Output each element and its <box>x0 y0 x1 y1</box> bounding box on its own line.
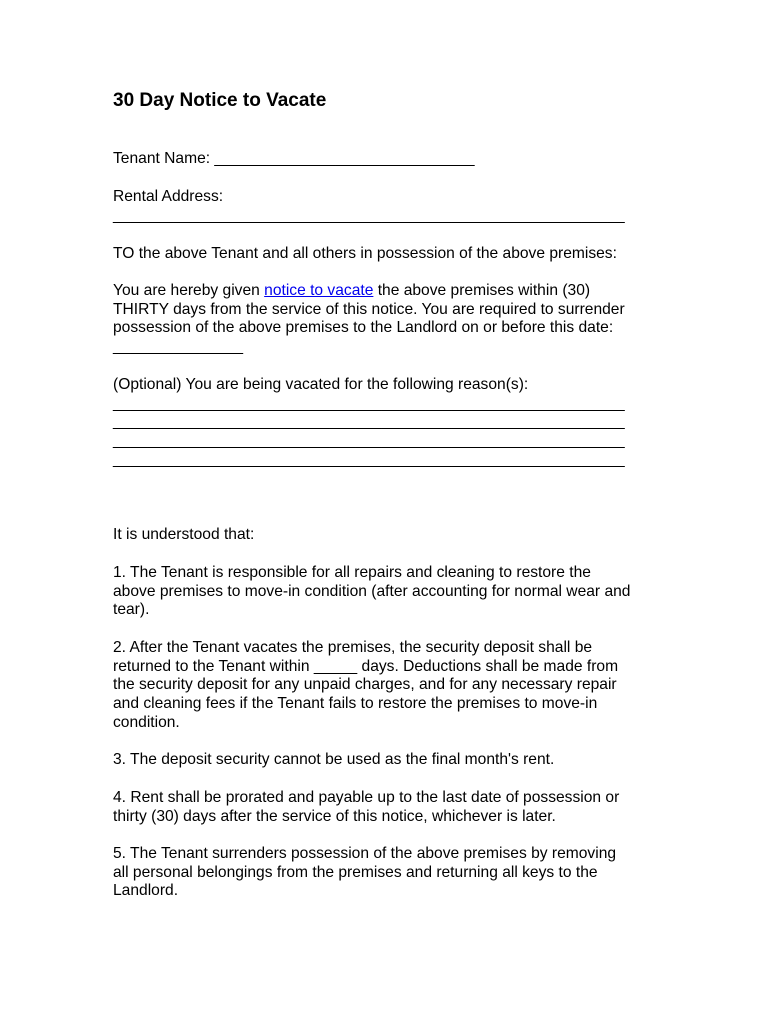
reason-blank-line: ___________________________________________________________ <box>113 432 625 450</box>
document-title: 30 Day Notice to Vacate <box>113 90 327 111</box>
to-line: TO the above Tenant and all others in possession of the above premises: <box>113 245 617 262</box>
notice-text-before-link: You are hereby given <box>113 282 265 299</box>
term-2-line: and cleaning fees if the Tenant fails to restore the premises to move-in <box>113 695 598 713</box>
notice-line-1 <box>113 282 673 301</box>
reason-blank-line: ___________________________________________________________ <box>113 394 625 412</box>
tenant-name-line <box>113 150 673 169</box>
term-5 <box>113 845 673 901</box>
term-2 <box>113 639 673 732</box>
optional-reasons-section <box>113 376 673 469</box>
to-line-paragraph <box>113 245 673 264</box>
term-4-line: 4. Rent shall be prorated and payable up to the last date of possession or <box>113 789 620 806</box>
term-5-line: Landlord. <box>113 882 179 900</box>
notice-date-blank: _______________ <box>113 338 244 356</box>
term-5-line: 5. The Tenant surrenders possession of the above premises by removing <box>113 845 617 862</box>
term-2-line: 2. After the Tenant vacates the premises, the security deposit shall be <box>113 639 593 656</box>
term-2-line: condition. <box>113 713 180 731</box>
rental-address-section <box>113 188 673 225</box>
reason-blank-line: ___________________________________________________________ <box>113 413 625 431</box>
term-4-line: thirty (30) days after the service of this notice, whichever is later. <box>113 807 556 825</box>
optional-reasons-label: (Optional) You are being vacated for the following reason(s): <box>113 376 529 393</box>
notice-line-3: possession of the above premises to the Landlord on or before this date: <box>113 319 614 337</box>
term-4 <box>113 789 673 826</box>
understood-heading: It is understood that: <box>113 526 255 543</box>
term-1-line: 1. The Tenant is responsible for all repairs and cleaning to restore the <box>113 564 591 581</box>
term-1 <box>113 564 673 620</box>
term-1-line: tear). <box>113 601 150 619</box>
rental-address-blank: ___________________________________________________________ <box>113 206 625 224</box>
term-1-line: above premises to move-in condition (after accounting for normal wear and <box>113 582 631 600</box>
tenant-name-field: Tenant Name: ______________________________ <box>113 150 475 167</box>
notice-line-2: THIRTY days from the service of this notice. You are required to surrender <box>113 300 625 318</box>
notice-to-vacate-link[interactable]: notice to vacate <box>264 282 374 299</box>
notice-paragraph <box>113 282 673 357</box>
term-2-line: returned to the Tenant within _____ days. Deductions shall be made from <box>113 657 619 675</box>
reason-blank-line: ___________________________________________________________ <box>113 450 625 468</box>
rental-address-label: Rental Address: <box>113 188 224 205</box>
understood-heading-paragraph <box>113 526 673 545</box>
term-3-line: 3. The deposit security cannot be used as the final month's rent. <box>113 751 555 768</box>
notice-text-after-link: the above premises within (30) <box>373 282 591 299</box>
term-3 <box>113 751 673 770</box>
term-5-line: all personal belongings from the premises and returning all keys to the <box>113 863 598 881</box>
term-2-line: the security deposit for any unpaid charges, and for any necessary repair <box>113 676 617 694</box>
